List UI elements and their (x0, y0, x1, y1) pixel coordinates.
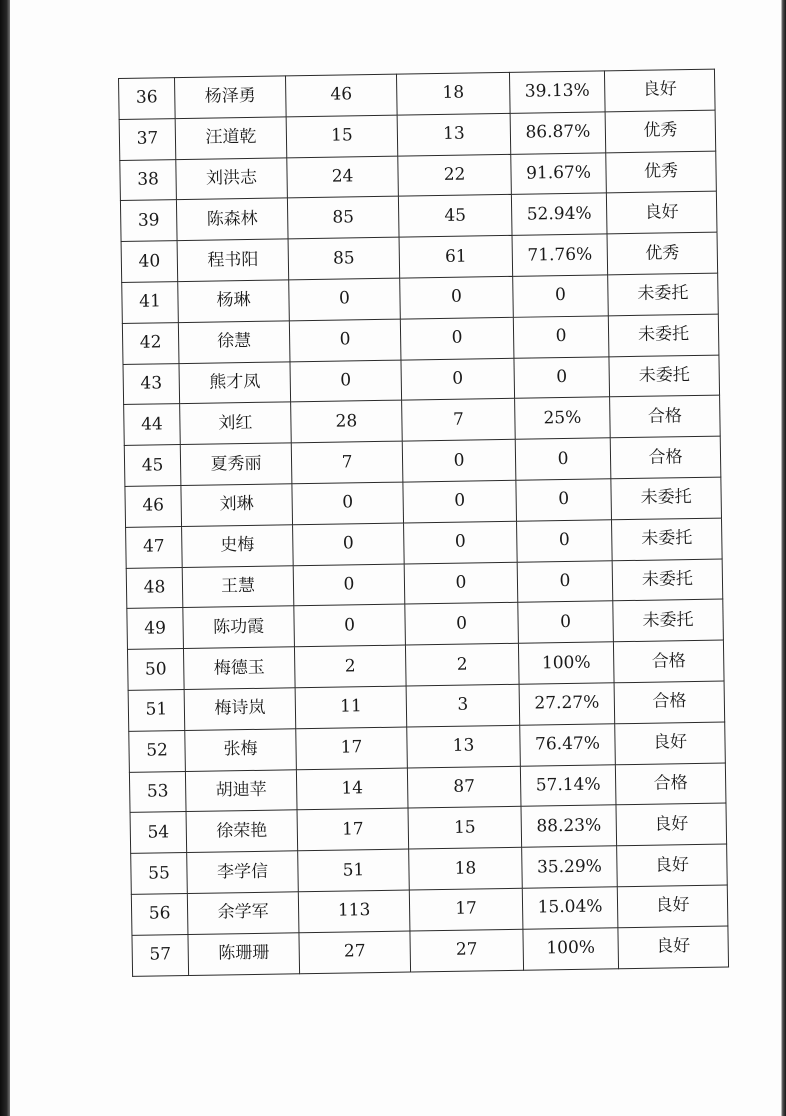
person-name-cell: 徐荣艳 (186, 810, 298, 853)
person-name-cell: 杨泽勇 (175, 76, 287, 119)
grade-rating-cell: 合格 (615, 763, 726, 806)
row-number-cell: 52 (129, 730, 186, 772)
count-total-cell: 17 (297, 808, 409, 851)
row-number-cell: 37 (119, 118, 176, 160)
grade-rating-cell: 未委托 (609, 355, 720, 398)
count-total-cell: 24 (287, 156, 399, 199)
count-total-cell: 28 (291, 400, 403, 443)
grade-rating-cell: 未委托 (613, 599, 724, 642)
row-number-cell: 40 (121, 241, 178, 283)
count-done-cell: 13 (397, 113, 511, 156)
count-done-cell: 3 (406, 684, 520, 727)
percentage-cell: 76.47% (520, 724, 616, 766)
table-container (118, 69, 722, 977)
count-total-cell: 113 (298, 890, 410, 933)
count-total-cell: 0 (289, 319, 401, 362)
percentage-cell: 39.13% (509, 71, 605, 113)
row-number-cell: 46 (125, 486, 182, 528)
percentage-cell: 15.04% (522, 887, 618, 929)
person-name-cell: 史梅 (182, 525, 294, 568)
grade-rating-cell: 合格 (610, 395, 721, 438)
row-number-cell: 39 (120, 200, 177, 242)
grade-rating-cell: 未委托 (612, 559, 723, 602)
grade-rating-cell: 良好 (604, 69, 715, 112)
percentage-cell: 0 (513, 316, 609, 358)
row-number-cell: 54 (130, 812, 187, 854)
table-row (132, 926, 729, 976)
count-done-cell: 22 (398, 154, 512, 197)
row-number-cell: 55 (131, 853, 188, 895)
row-number-cell: 43 (123, 363, 180, 405)
percentage-cell: 57.14% (520, 764, 616, 806)
grade-rating-cell: 未委托 (608, 314, 719, 357)
count-total-cell: 85 (288, 237, 400, 280)
count-done-cell: 7 (402, 399, 516, 442)
percentage-cell: 88.23% (521, 805, 617, 847)
count-done-cell: 0 (402, 439, 516, 482)
person-name-cell: 杨琳 (178, 280, 290, 323)
count-done-cell: 45 (398, 195, 512, 238)
person-name-cell: 徐慧 (178, 321, 290, 364)
person-name-cell: 陈珊珊 (188, 932, 300, 975)
row-number-cell: 44 (124, 404, 181, 446)
count-total-cell: 0 (293, 564, 405, 607)
records-table (118, 69, 729, 977)
count-done-cell: 15 (408, 807, 522, 850)
row-number-cell: 47 (126, 526, 183, 568)
count-total-cell: 7 (291, 441, 403, 484)
row-number-cell: 57 (132, 934, 189, 976)
row-number-cell: 42 (122, 322, 179, 364)
person-name-cell: 程书阳 (177, 239, 289, 282)
percentage-cell: 0 (513, 275, 609, 317)
count-done-cell: 87 (407, 766, 521, 809)
count-total-cell: 2 (294, 645, 406, 688)
person-name-cell: 梅诗岚 (184, 688, 296, 731)
count-total-cell: 46 (285, 74, 397, 117)
count-done-cell: 61 (399, 236, 513, 279)
row-number-cell: 41 (122, 282, 179, 324)
count-total-cell: 0 (292, 482, 404, 525)
count-done-cell: 0 (404, 521, 518, 564)
person-name-cell: 汪道乾 (175, 117, 287, 160)
row-number-cell: 49 (127, 608, 184, 650)
row-number-cell: 45 (124, 445, 181, 487)
count-done-cell: 17 (409, 888, 523, 931)
count-total-cell: 17 (296, 727, 408, 770)
row-number-cell: 56 (131, 893, 188, 935)
percentage-cell: 0 (516, 479, 612, 521)
grade-rating-cell: 优秀 (606, 151, 717, 194)
count-total-cell: 0 (290, 360, 402, 403)
grade-rating-cell: 良好 (606, 192, 717, 235)
person-name-cell: 夏秀丽 (180, 443, 292, 486)
person-name-cell: 陈森林 (176, 198, 288, 241)
person-name-cell: 陈功霞 (183, 606, 295, 649)
percentage-cell: 0 (518, 601, 614, 643)
grade-rating-cell: 优秀 (605, 110, 716, 153)
person-name-cell: 刘红 (180, 402, 292, 445)
percentage-cell: 0 (515, 438, 611, 480)
grade-rating-cell: 合格 (613, 640, 724, 683)
percentage-cell: 35.29% (522, 846, 618, 888)
count-total-cell: 0 (289, 278, 401, 321)
count-total-cell: 0 (293, 523, 405, 566)
person-name-cell: 梅德玉 (183, 647, 295, 690)
count-done-cell: 0 (405, 603, 519, 646)
grade-rating-cell: 未委托 (608, 273, 719, 316)
grade-rating-cell: 良好 (617, 844, 728, 887)
grade-rating-cell: 良好 (617, 885, 728, 928)
count-total-cell: 85 (287, 197, 399, 240)
person-name-cell: 刘洪志 (176, 157, 288, 200)
count-done-cell: 18 (409, 847, 523, 890)
percentage-cell: 27.27% (519, 683, 615, 725)
count-done-cell: 18 (396, 72, 510, 115)
percentage-cell: 71.76% (512, 234, 608, 276)
percentage-cell: 0 (514, 356, 610, 398)
percentage-cell: 91.67% (511, 152, 607, 194)
count-done-cell: 0 (401, 358, 515, 401)
grade-rating-cell: 未委托 (611, 518, 722, 561)
scan-right-edge (781, 0, 786, 1116)
count-total-cell: 27 (299, 931, 411, 974)
count-done-cell: 0 (400, 276, 514, 319)
percentage-cell: 100% (523, 927, 619, 969)
person-name-cell: 余学军 (187, 892, 299, 935)
row-number-cell: 48 (126, 567, 183, 609)
person-name-cell: 熊才凤 (179, 361, 291, 404)
grade-rating-cell: 良好 (615, 722, 726, 765)
percentage-cell: 100% (518, 642, 614, 684)
row-number-cell: 50 (127, 649, 184, 691)
count-done-cell: 0 (404, 562, 518, 605)
grade-rating-cell: 未委托 (611, 477, 722, 520)
count-total-cell: 15 (286, 115, 398, 158)
person-name-cell: 王慧 (182, 565, 294, 608)
person-name-cell: 李学信 (187, 851, 299, 894)
grade-rating-cell: 良好 (616, 803, 727, 846)
count-total-cell: 11 (295, 686, 407, 729)
count-done-cell: 13 (407, 725, 521, 768)
records-table-body (119, 69, 729, 976)
count-done-cell: 27 (410, 929, 524, 972)
person-name-cell: 刘琳 (181, 484, 293, 527)
grade-rating-cell: 合格 (610, 436, 721, 479)
row-number-cell: 36 (119, 78, 176, 120)
percentage-cell: 52.94% (511, 193, 607, 235)
row-number-cell: 53 (129, 771, 186, 813)
percentage-cell: 25% (515, 397, 611, 439)
count-total-cell: 14 (296, 768, 408, 811)
count-done-cell: 0 (403, 480, 517, 523)
person-name-cell: 张梅 (185, 729, 297, 772)
grade-rating-cell: 合格 (614, 681, 725, 724)
grade-rating-cell: 优秀 (607, 232, 718, 275)
count-done-cell: 0 (400, 317, 514, 360)
person-name-cell: 胡迪苹 (185, 769, 297, 812)
grade-rating-cell: 良好 (618, 926, 729, 969)
count-done-cell: 2 (405, 643, 519, 686)
percentage-cell: 86.87% (510, 112, 606, 154)
count-total-cell: 51 (298, 849, 410, 892)
percentage-cell: 0 (517, 560, 613, 602)
row-number-cell: 51 (128, 689, 185, 731)
row-number-cell: 38 (120, 159, 177, 201)
count-total-cell: 0 (294, 604, 406, 647)
percentage-cell: 0 (517, 520, 613, 562)
